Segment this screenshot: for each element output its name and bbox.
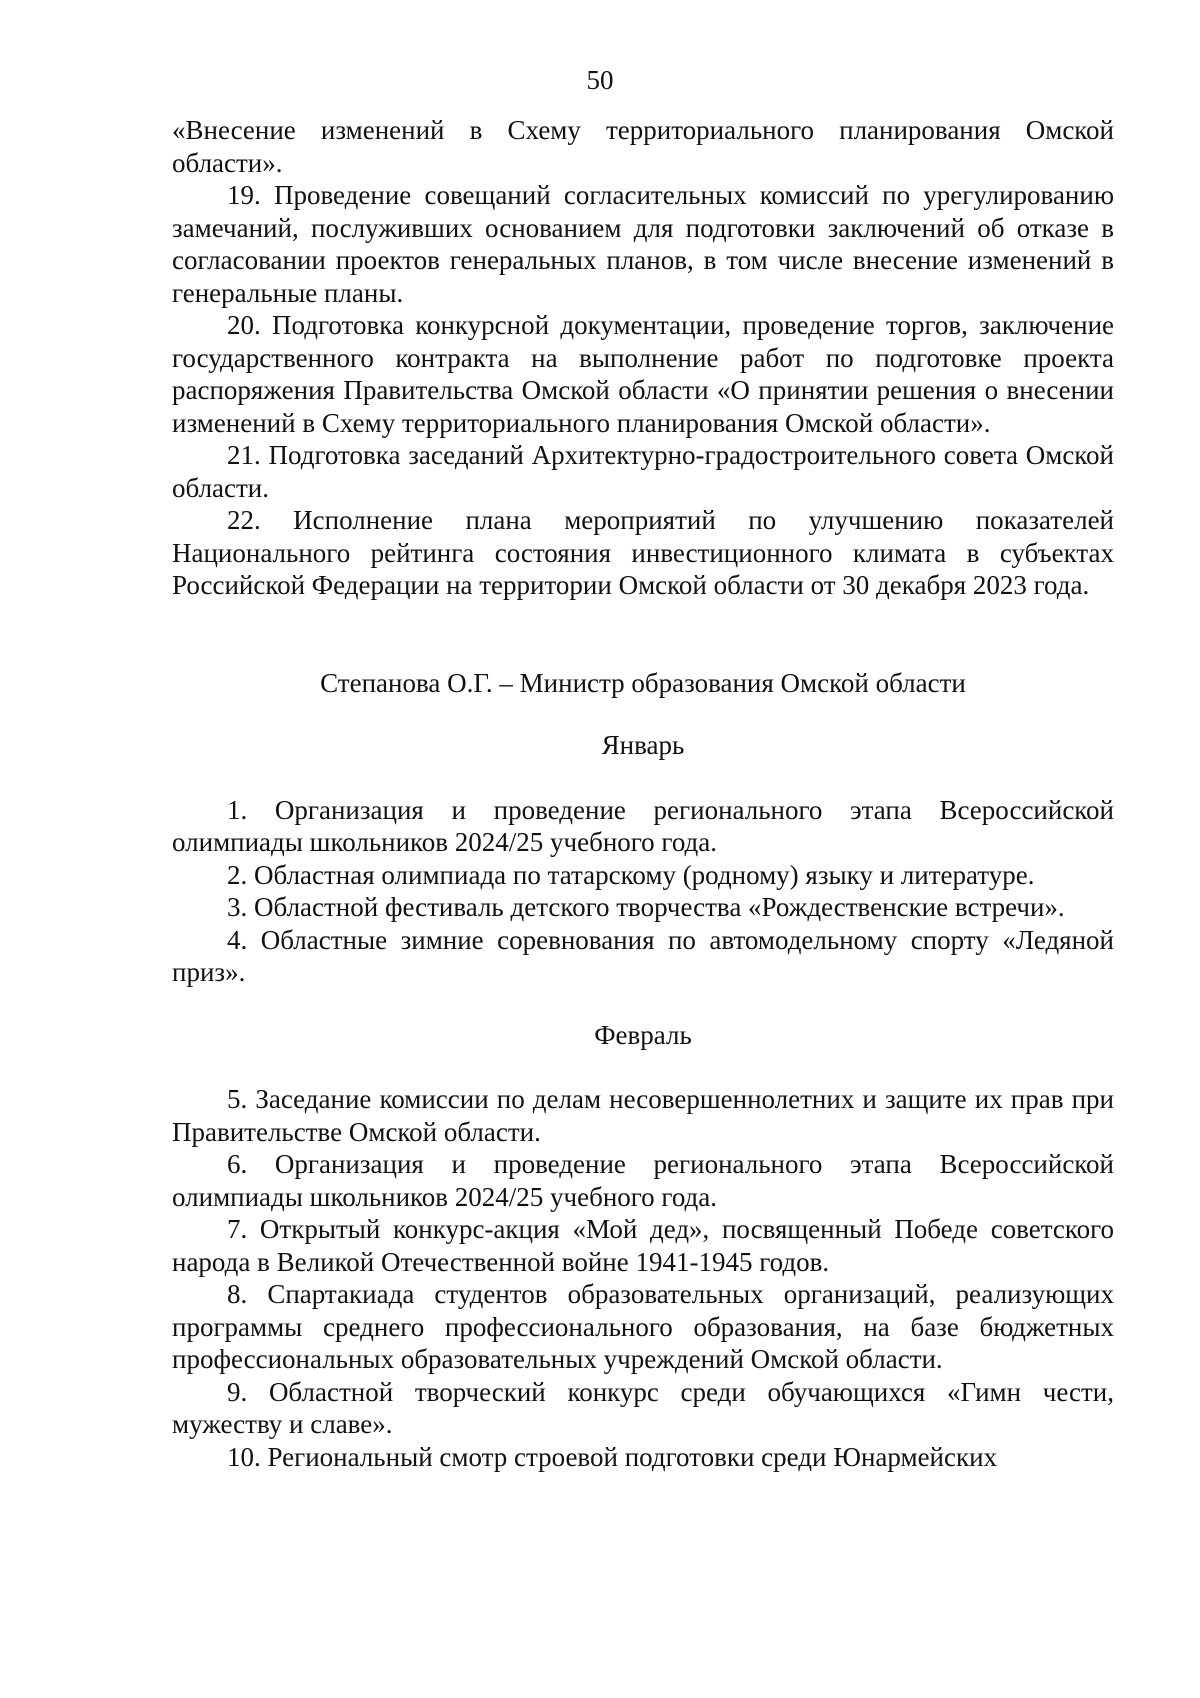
- item-number: 1.: [227, 794, 248, 825]
- list-item: [172, 504, 1114, 602]
- list-item: [172, 1278, 1114, 1376]
- item-text: Организация и проведение регионального этапа Всероссийской олимпиады школьников 2024/25 учебного года.: [172, 794, 1115, 857]
- item-text: Областные зимние соревнования по автомодельному спорту «Ледяной приз».: [172, 924, 1115, 987]
- official-heading: Степанова О.Г. – Министр образования Омской области: [320, 667, 966, 698]
- list-item: [172, 1376, 1114, 1441]
- page-number: 50: [586, 65, 614, 95]
- item-text: Областной фестиваль детского творчества «Рождественские встречи».: [254, 892, 1065, 922]
- item-number: 2.: [227, 859, 248, 890]
- item-text: Региональный смотр строевой подготовки среди Юнармейских: [267, 1441, 998, 1472]
- item-number: 3.: [227, 892, 248, 922]
- item-text: Спартакиада студентов образовательных организаций, реализующих программы среднего профессионального образования, на базе бюджетных профессиональных образовательных учреждений Омской области.: [172, 1279, 1115, 1374]
- document-body: [172, 114, 1114, 1473]
- list-item: [172, 309, 1114, 439]
- month-heading-february: Февраль: [594, 1019, 692, 1050]
- paragraph-intro: «Внесение изменений в Схему территориального планирования Омской области».: [172, 115, 1114, 178]
- item-number: 19.: [227, 180, 261, 210]
- list-item: [172, 891, 1114, 924]
- list-item: [172, 1148, 1114, 1213]
- item-number: 8.: [227, 1279, 248, 1309]
- list-item: [172, 859, 1114, 892]
- list-item: [172, 439, 1114, 504]
- month-heading-january: Январь: [601, 730, 685, 760]
- list-item: [172, 1083, 1114, 1148]
- list-item: [172, 794, 1114, 859]
- item-number: 6.: [227, 1149, 248, 1179]
- item-text: Исполнение плана мероприятий по улучшению показателей Национального рейтинга состояния инвестиционного климата в субъектах Российской Федерации на территории Омской области от 30 декабря 2023 года.: [172, 505, 1114, 600]
- item-number: 10.: [227, 1441, 261, 1472]
- item-number: 9.: [227, 1376, 248, 1407]
- item-text: Подготовка конкурсной документации, проведение торгов, заключение государственного контракта на выполнение работ по подготовке проекта распоряжения Правительства Омской области «О принятии решения о внесении изменений в Схему территориального планирования Омской области».: [172, 310, 1114, 438]
- item-text: Проведение совещаний согласительных комиссий по урегулированию замечаний, послуживших основанием для подготовки заключений об отказе в согласовании проектов генеральных планов, в том числе внесение изменений в генеральные планы.: [172, 180, 1115, 308]
- item-number: 4.: [227, 924, 248, 955]
- item-number: 5.: [227, 1084, 248, 1114]
- item-text: Открытый конкурс-акция «Мой дед», посвященный Победе советского народа в Великой Отечественной войне 1941-1945 годов.: [172, 1214, 1115, 1277]
- item-text: Организация и проведение регионального этапа Всероссийской олимпиады школьников 2024/25 учебного года.: [172, 1149, 1115, 1212]
- item-text: Областной творческий конкурс среди обучающихся «Гимн чести, мужеству и славе».: [172, 1376, 1114, 1439]
- list-item: [172, 1441, 1114, 1474]
- item-number: 20.: [227, 310, 261, 340]
- item-text: Заседание комиссии по делам несовершеннолетних и защите их прав при Правительстве Омской области.: [172, 1084, 1114, 1147]
- list-item: [172, 924, 1114, 989]
- item-text: Областная олимпиада по татарскому (родному) языку и литературе.: [254, 859, 1035, 890]
- list-item: [172, 179, 1114, 309]
- item-text: Подготовка заседаний Архитектурно-градостроительного совета Омской области.: [172, 440, 1115, 503]
- item-number: 21.: [227, 440, 261, 470]
- item-number: 7.: [227, 1214, 248, 1244]
- list-item: [172, 1213, 1114, 1278]
- item-number: 22.: [227, 505, 261, 535]
